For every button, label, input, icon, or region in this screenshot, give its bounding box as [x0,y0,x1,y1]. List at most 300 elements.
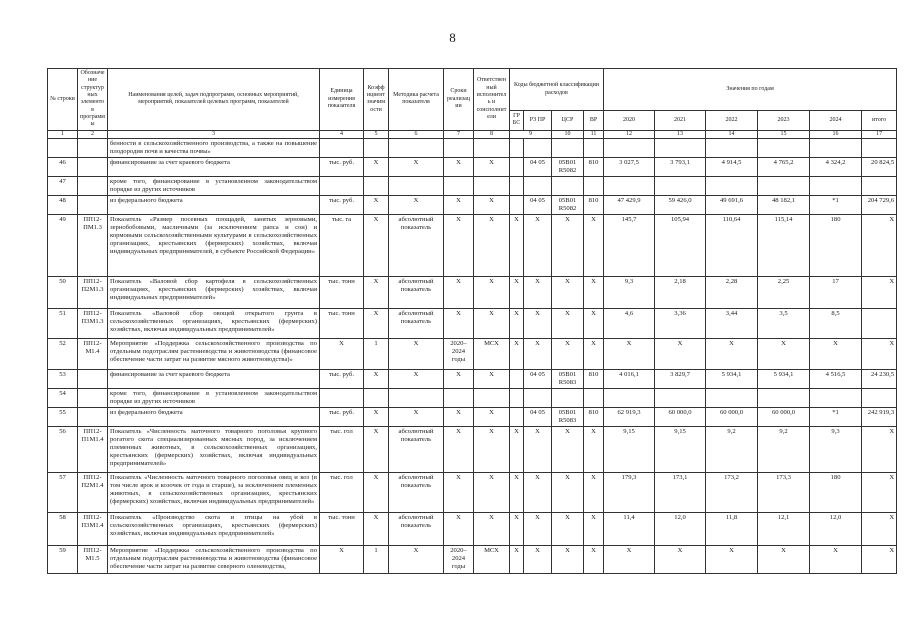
coefficient-cell [364,176,389,195]
element-code [78,176,108,195]
responsible-cell: X [474,309,510,339]
grbs-cell [510,157,524,176]
value-2020: 179,3 [604,473,655,513]
value-2023: 9,2 [758,427,810,473]
column-number: 4 [320,130,364,138]
value-2022: 9,2 [706,427,758,473]
header-responsible: Ответственный исполнитель и соисполнители [474,69,510,131]
row-number: 50 [48,277,78,309]
value-total [862,309,897,339]
unit-cell: тыс. тонн [320,309,364,339]
rzpr-cell: X [524,339,552,370]
page-number: 8 [449,30,456,45]
value-total [862,138,897,157]
value-2022: 4 914,5 [706,157,758,176]
unit-cell [320,389,364,408]
coefficient-cell [364,389,389,408]
unit-cell: тыс. гол [320,473,364,513]
csr-cell: 05В01 R5083 [552,370,584,389]
table-row [48,309,897,339]
grbs-cell [510,389,524,408]
method-cell: X [389,408,444,427]
term-cell: X [444,215,474,277]
rzpr-cell: X [524,427,552,473]
value-total: 204 729,6 [862,196,897,215]
header-unit: Единица измерения показателя [320,69,364,131]
value-2020: 4,6 [604,309,655,339]
table-row [48,473,897,513]
value-2020: 3 027,5 [604,157,655,176]
table-row [48,138,897,157]
responsible-cell [474,176,510,195]
element-code: ПП12-М1.4 [78,339,108,370]
value-2023: 12,1 [758,513,810,546]
vr-cell: 810 [584,196,604,215]
value-2020: 145,7 [604,215,655,277]
responsible-cell: X [474,427,510,473]
method-cell: X [389,339,444,370]
rzpr-cell [524,138,552,157]
table-row [48,546,897,574]
value-2022 [706,389,758,408]
vr-cell: X [584,546,604,574]
method-cell: X [389,196,444,215]
element-code: ПП12-П3М1.4 [78,513,108,546]
value-2022 [706,176,758,195]
value-2021: 105,94 [655,215,706,277]
value-2020: 62 919,3 [604,408,655,427]
value-total: 20 824,5 [862,157,897,176]
responsible-cell: X [474,370,510,389]
header-csr: ЦСР [552,111,584,131]
grbs-cell [510,176,524,195]
element-code [78,389,108,408]
term-cell: X [444,473,474,513]
column-numbers-row [48,130,897,138]
value-2024: 4 324,2 [810,157,862,176]
column-number: 15 [758,130,810,138]
vr-cell: X [584,473,604,513]
value-total: X [862,513,897,546]
value-2023: 60 000,0 [758,408,810,427]
vr-cell: 810 [584,157,604,176]
header-coefficient: Коэффициент значимости [364,69,389,131]
header-grbs: ГРБС [510,111,524,131]
row-name: из федерального бюджета [108,408,320,427]
element-code [78,196,108,215]
rzpr-cell: X [524,546,552,574]
value-2020: 9,15 [604,427,655,473]
row-number: 58 [48,513,78,546]
rzpr-cell: X [524,215,552,277]
term-cell: X [444,408,474,427]
row-name: Показатель «Численность маточного товарного поголовья овец и коз (в том числе ярок и козочек от года и старше), за исключением племенных животных, в сельскохозяйственных организациях, крестьянских (фермерских) хозяйствах, включая индивидуальных предпринимателей» [108,473,320,513]
value-total: X [862,277,897,309]
method-cell [389,138,444,157]
column-number: 2 [78,130,108,138]
row-name: бенности в сельскохозяйственного производства, а также на повышение плодородия почв и качества почвы» [108,138,320,157]
row-name: кроме того, финансирование в установленном законодательством порядке из других источников [108,176,320,195]
rzpr-cell: X [524,473,552,513]
value-2024: *1 [810,196,862,215]
row-number: 53 [48,370,78,389]
row-number: 54 [48,389,78,408]
value-2021 [655,389,706,408]
value-2022: 173,2 [706,473,758,513]
grbs-cell: X [510,339,524,370]
term-cell [444,138,474,157]
csr-cell: 05В01 R5082 [552,196,584,215]
grbs-cell: X [510,277,524,309]
method-cell: абсолютный показатель [389,215,444,277]
value-2023: 173,3 [758,473,810,513]
header-total: итого [862,111,897,131]
term-cell: X [444,277,474,309]
grbs-cell: X [510,427,524,473]
method-cell: абсолютный показатель [389,513,444,546]
csr-cell [552,176,584,195]
value-2023: 115,14 [758,215,810,277]
method-cell: абсолютный показатель [389,427,444,473]
csr-cell: 05В01 R5082 [552,157,584,176]
unit-cell [320,176,364,195]
unit-cell: тыс. руб. [320,157,364,176]
column-number: 17 [862,130,897,138]
header-year-2024: 2024 [810,111,862,131]
row-number: 57 [48,473,78,513]
coefficient-cell: X [364,277,389,309]
table-row [48,277,897,309]
value-2023: X [758,339,810,370]
value-2021: 9,15 [655,427,706,473]
header-vr: ВР [584,111,604,131]
table-row [48,176,897,195]
vr-cell [584,138,604,157]
coefficient-cell: X [364,427,389,473]
value-2020: 11,4 [604,513,655,546]
table-row [48,513,897,546]
grbs-cell [510,196,524,215]
table-row [48,427,897,473]
row-name: Показатель «Размер посевных площадей, занятых зерновыми, зернобобовыми, масличными (за исключением рапса и сои) и кормовыми сельскохозяйственными культурами в сельскохозяйственных организациях, крестьянских (фермерских) хозяйствах, включая индивидуальных предпринимателей, в субъекте Российской Федерации» [108,215,320,277]
element-code: ПП12-П2М1.3 [78,277,108,309]
element-code: ПП12-П1М1.4 [78,427,108,473]
coefficient-cell: 1 [364,546,389,574]
program-table [47,68,897,574]
table-row [48,157,897,176]
term-cell: X [444,196,474,215]
row-name: Показатель «Численность маточного товарного поголовья крупного рогатого скота специализированных мясных пород, за исключением племенных животных, в сельскохозяйственных организациях, крестьянских (фермерских) хозяйствах, включая индивидуальных предпринимателей» [108,427,320,473]
csr-cell: 05В01 R5083 [552,408,584,427]
coefficient-cell: 1 [364,339,389,370]
unit-cell: тыс. руб. [320,408,364,427]
method-cell: X [389,157,444,176]
value-2021: 12,0 [655,513,706,546]
vr-cell: X [584,277,604,309]
header-year-2020: 2020 [604,111,655,131]
table-row [48,389,897,408]
grbs-cell: X [510,215,524,277]
value-2024: 8,5 [810,309,862,339]
rzpr-cell: X [524,277,552,309]
value-2021: X [655,339,706,370]
value-2023: 2,25 [758,277,810,309]
responsible-cell [474,138,510,157]
term-cell: 2020–2024 годы [444,546,474,574]
value-2021: 2,18 [655,277,706,309]
value-2022: 5 934,1 [706,370,758,389]
term-cell [444,389,474,408]
element-code: ПП12-П3М1.3 [78,309,108,339]
responsible-cell: X [474,157,510,176]
value-total: X [862,427,897,473]
value-2024: 9,3 [810,427,862,473]
grbs-cell [510,370,524,389]
coefficient-cell: X [364,370,389,389]
value-2023: 48 182,1 [758,196,810,215]
value-2023 [758,176,810,195]
unit-cell: тыс. тонн [320,513,364,546]
coefficient-cell: X [364,157,389,176]
grbs-cell: X [510,309,524,339]
column-number: 14 [706,130,758,138]
unit-cell: тыс. гол [320,427,364,473]
value-total [862,176,897,195]
value-total: X [862,473,897,513]
value-2021 [655,138,706,157]
header-row-number: № строки [48,69,78,131]
unit-cell: тыс. га [320,215,364,277]
grbs-cell: X [510,513,524,546]
coefficient-cell: X [364,215,389,277]
vr-cell: X [584,427,604,473]
header-rzpr: РЗ ПР [524,111,552,131]
header-budget-codes: Коды бюджетной классификации расходов [510,69,604,111]
value-total: 24 230,5 [862,370,897,389]
row-number: 59 [48,546,78,574]
value-total: X [862,215,897,277]
value-2022: 49 691,6 [706,196,758,215]
term-cell: X [444,513,474,546]
element-code [78,408,108,427]
term-cell [444,176,474,195]
rzpr-cell [524,176,552,195]
grbs-cell: X [510,546,524,574]
vr-cell: 810 [584,408,604,427]
csr-cell: X [552,215,584,277]
rzpr-cell: 04 05 [524,370,552,389]
term-cell: 2020–2024 годы [444,339,474,370]
table-row [48,408,897,427]
column-number: 13 [655,130,706,138]
value-2023: X [758,546,810,574]
value-2021: 3 829,7 [655,370,706,389]
method-cell: абсолютный показатель [389,473,444,513]
header-year-2021: 2021 [655,111,706,131]
value-total: X [862,546,897,574]
vr-cell: X [584,339,604,370]
coefficient-cell: X [364,473,389,513]
value-2023 [758,138,810,157]
row-name: из федерального бюджета [108,196,320,215]
value-2022: X [706,339,758,370]
value-2021: 60 000,0 [655,408,706,427]
unit-cell: тыс. тонн [320,277,364,309]
header-year-2023: 2023 [758,111,810,131]
csr-cell: X [552,309,584,339]
value-2020: X [604,546,655,574]
grbs-cell: X [510,473,524,513]
header-year-values: Значения по годам [604,69,897,111]
row-name: Показатель «Производство скота и птицы на убой в сельскохозяйственных организациях, крестьянских (фермерских) хозяйствах, включая индивидуальных предпринимателей» [108,513,320,546]
value-2023 [758,389,810,408]
row-number: 49 [48,215,78,277]
value-total [862,389,897,408]
row-number: 51 [48,309,78,339]
table-row [48,196,897,215]
row-number: 48 [48,196,78,215]
responsible-cell: X [474,473,510,513]
value-2020: X [604,339,655,370]
vr-cell: X [584,309,604,339]
row-name: Показатель «Валовой сбор картофеля в сельскохозяйственных организациях, крестьянских (фермерских) хозяйствах, включая индивидуальных предпринимателей» [108,277,320,309]
unit-cell: тыс. руб. [320,196,364,215]
column-number: 1 [48,130,78,138]
grbs-cell [510,408,524,427]
element-code: ПП12-П2М1.4 [78,473,108,513]
value-2024: 4 516,5 [810,370,862,389]
element-code [78,370,108,389]
value-2024: 180 [810,473,862,513]
method-cell: абсолютный показатель [389,277,444,309]
coefficient-cell: X [364,196,389,215]
value-total: X [862,339,897,370]
row-name: Мероприятие «Поддержка сельскохозяйственного производства по отдельным подотраслям растениеводства и животноводства (финансовое обеспечение части затрат на развитие мясного животноводства)» [108,339,320,370]
coefficient-cell: X [364,513,389,546]
element-code [78,157,108,176]
value-2021: 3 793,1 [655,157,706,176]
csr-cell [552,138,584,157]
term-cell: X [444,370,474,389]
row-name: кроме того, финансирование в установленном законодательством порядке из других источников [108,389,320,408]
rzpr-cell: 04 05 [524,408,552,427]
csr-cell [552,389,584,408]
vr-cell [584,389,604,408]
vr-cell [584,176,604,195]
value-2022 [706,138,758,157]
rzpr-cell [524,389,552,408]
row-name: финансирование за счет краевого бюджета [108,370,320,389]
value-2022: 3,44 [706,309,758,339]
csr-cell: X [552,513,584,546]
responsible-cell: X [474,277,510,309]
grbs-cell [510,138,524,157]
column-number: 16 [810,130,862,138]
row-number: 46 [48,157,78,176]
method-cell: абсолютный показатель [389,309,444,339]
csr-cell: X [552,546,584,574]
header-row-1 [48,69,897,111]
value-2020 [604,176,655,195]
value-2024 [810,389,862,408]
term-cell: X [444,427,474,473]
responsible-cell: МСХ [474,546,510,574]
value-2020: 4 016,1 [604,370,655,389]
method-cell: X [389,370,444,389]
row-number: 52 [48,339,78,370]
vr-cell: 810 [584,370,604,389]
unit-cell: тыс. руб. [320,370,364,389]
responsible-cell: МСХ [474,339,510,370]
table-body [48,138,897,573]
column-number: 11 [584,130,604,138]
value-2024: 180 [810,215,862,277]
term-cell: X [444,309,474,339]
row-number: 56 [48,427,78,473]
responsible-cell [474,389,510,408]
value-2022: 11,8 [706,513,758,546]
value-2021: 3,36 [655,309,706,339]
header-method: Методика расчета показателя [389,69,444,131]
unit-cell: X [320,546,364,574]
responsible-cell: X [474,215,510,277]
responsible-cell: X [474,513,510,546]
csr-cell: X [552,473,584,513]
value-2022: 110,64 [706,215,758,277]
value-2024: *1 [810,408,862,427]
value-2021: X [655,546,706,574]
csr-cell: X [552,339,584,370]
column-number: 9 [510,130,552,138]
row-name: финансирование за счет краевого бюджета [108,157,320,176]
responsible-cell: X [474,196,510,215]
responsible-cell: X [474,408,510,427]
row-number: 55 [48,408,78,427]
value-total: 242 919,3 [862,408,897,427]
element-code: ПП12-ПМ1.3 [78,215,108,277]
column-number: 8 [474,130,510,138]
value-2021: 59 426,0 [655,196,706,215]
csr-cell: X [552,427,584,473]
value-2022: X [706,546,758,574]
value-2022: 2,28 [706,277,758,309]
table-row [48,339,897,370]
method-cell: X [389,546,444,574]
unit-cell: X [320,339,364,370]
value-2024: 17 [810,277,862,309]
coefficient-cell [364,138,389,157]
header-term: Сроки реализации [444,69,474,131]
value-2020 [604,138,655,157]
value-2023: 4 765,2 [758,157,810,176]
column-number: 12 [604,130,655,138]
header-year-2022: 2022 [706,111,758,131]
value-2024: X [810,339,862,370]
header-name: Наименования целей, задач подпрограмм, основных мероприятий, мероприятий, показателей целевых программ, показателей [108,69,320,131]
value-2024 [810,138,862,157]
value-2024: 12,0 [810,513,862,546]
column-number: 3 [108,130,320,138]
row-number: 47 [48,176,78,195]
table-row [48,370,897,389]
coefficient-cell: X [364,309,389,339]
element-code [78,138,108,157]
column-number: 7 [444,130,474,138]
value-2020: 9,3 [604,277,655,309]
value-2023: 5 934,1 [758,370,810,389]
value-2024 [810,176,862,195]
value-2022: 60 000,0 [706,408,758,427]
